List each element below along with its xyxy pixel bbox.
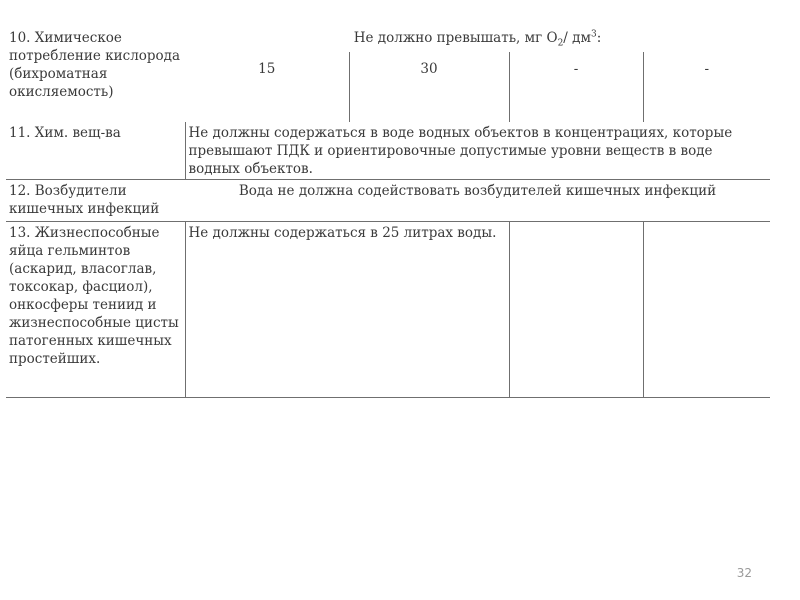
row-label: 10. Химическое потребление кислорода (бихроматная окисляемость) (9, 30, 181, 100)
value-cell: 15 (258, 61, 276, 77)
requirement-subscript: 2 (557, 38, 564, 49)
table-row (6, 26, 770, 52)
requirement-cell: Не должны содержаться в воде водных объектов в концентрациях, которые превышают ПДК и ориентировочные допустимые уровни веществ в воде водных объектов. (185, 122, 770, 179)
table-row (6, 122, 770, 179)
requirement-cell (185, 26, 770, 52)
row-label: 13. Жизнеспособные яйца гельминтов (аскарид, власоглав, токсокар, фасциол), онкосферы тениид и жизнеспособные цисты патогенных кишечных простейших. (6, 221, 185, 397)
requirement-cell: Вода не должна содействовать возбудителей кишечных инфекций (185, 179, 770, 221)
table-row (6, 221, 770, 397)
value-cell: 30 (349, 52, 509, 122)
requirement-unit: / дм (563, 30, 591, 46)
value-cell: - (643, 52, 770, 122)
row-label: 11. Хим. вещ-ва (9, 125, 121, 141)
table-row (6, 179, 770, 221)
requirement-superscript: 3 (590, 29, 597, 40)
empty-cell (643, 221, 770, 397)
water-quality-table (6, 26, 770, 398)
requirement-suffix: : (596, 30, 602, 46)
requirement-cell: Не должны содержаться в 25 литрах воды. (185, 221, 509, 397)
page-number: 32 (736, 566, 752, 580)
requirement-prefix: Не должно превышать, мг О (353, 30, 558, 46)
empty-cell (509, 221, 643, 397)
value-cell: - (509, 52, 643, 122)
row-label: 12. Возбудители кишечных инфекций (6, 179, 185, 221)
